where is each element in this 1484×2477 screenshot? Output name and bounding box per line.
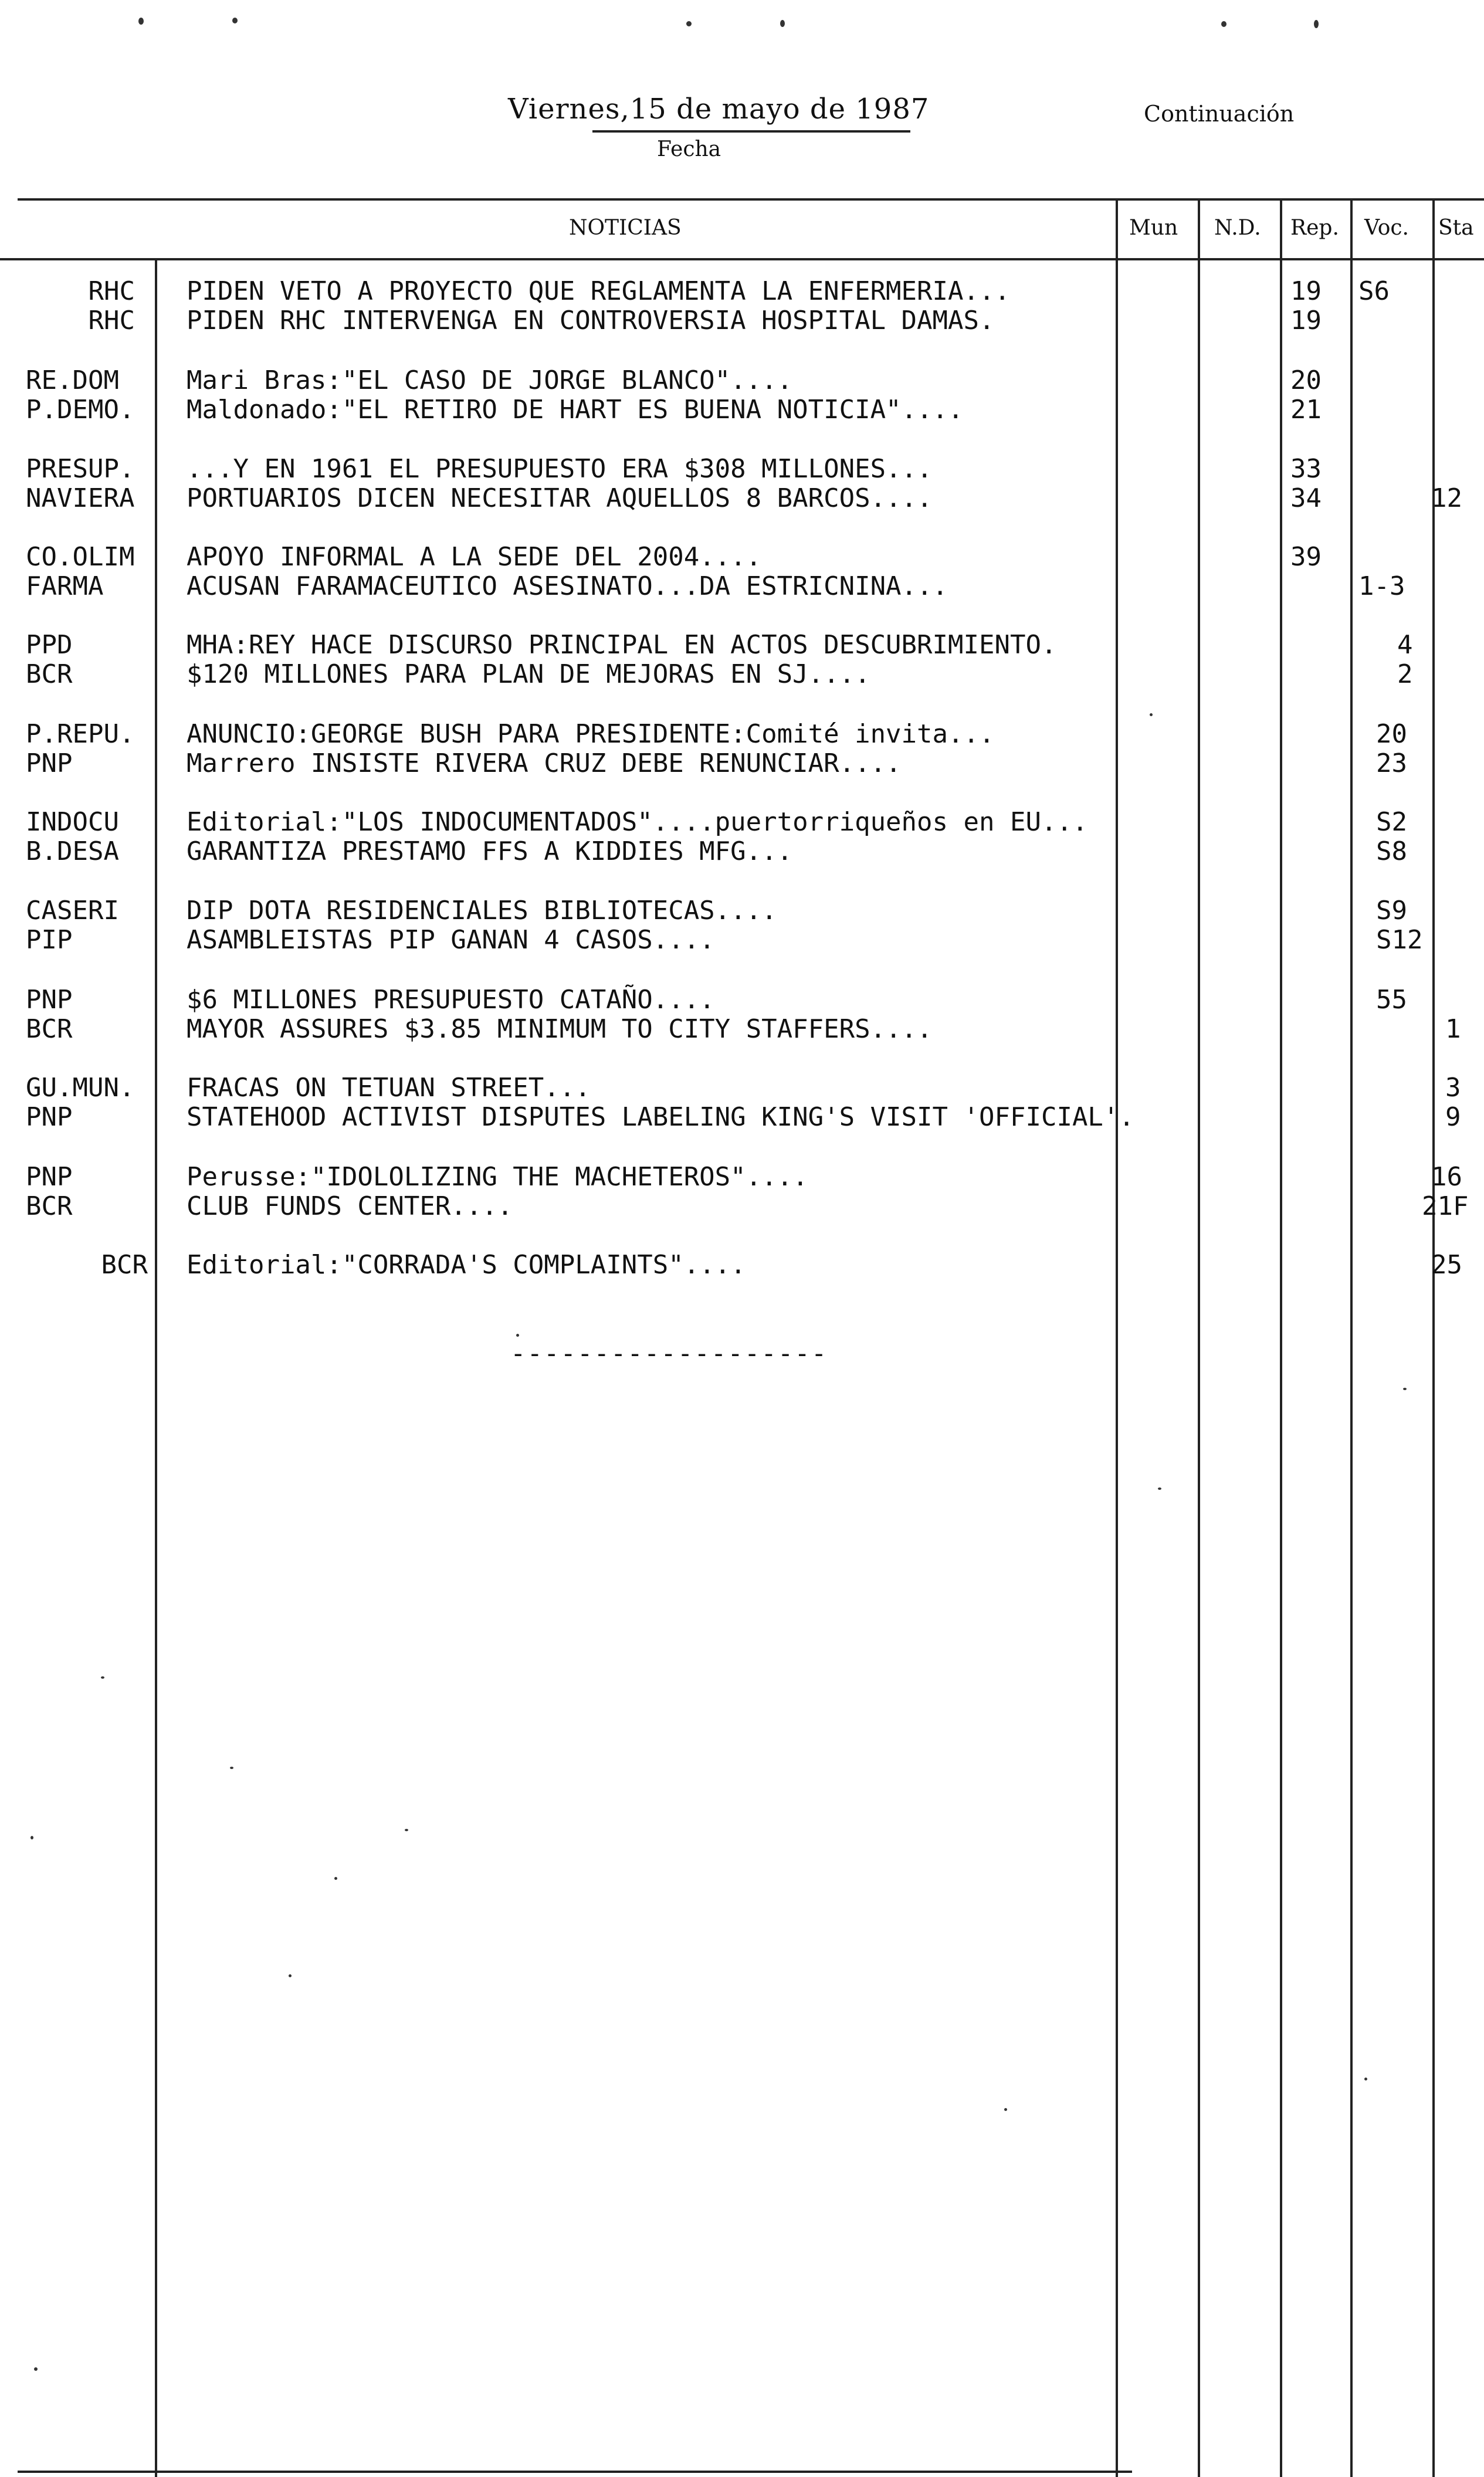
row-source: CO.OLIM — [26, 542, 135, 572]
row-source: PNP — [26, 1102, 73, 1132]
row-headline: Maldonado:"EL RETIRO DE HART ES BUENA NOTICIA".... — [187, 395, 964, 425]
row-star: 16 — [1431, 1162, 1462, 1192]
row-voc: S8 — [1376, 836, 1407, 866]
row-star: 9 — [1445, 1102, 1461, 1132]
row-voc: S2 — [1376, 807, 1407, 837]
scan-speck — [138, 18, 144, 25]
row-source: PNP — [26, 748, 73, 778]
scan-speck — [780, 20, 785, 27]
scan-speck — [232, 18, 238, 23]
row-source: INDOCU — [26, 807, 119, 837]
row-source: BCR — [101, 1250, 148, 1280]
scan-speck — [686, 21, 692, 26]
nd-column-divider — [1280, 198, 1282, 2477]
row-headline: ASAMBLEISTAS PIP GANAN 4 CASOS.... — [187, 925, 715, 955]
row-headline: DIP DOTA RESIDENCIALES BIBLIOTECAS.... — [187, 896, 777, 926]
row-source: FARMA — [26, 571, 104, 601]
scan-speck — [31, 1836, 33, 1839]
row-headline: Editorial:"LOS INDOCUMENTADOS"....puertorriqueños en EU... — [187, 807, 1088, 837]
document-date: Viernes,15 de mayo de 1987 — [508, 93, 930, 126]
scan-speck — [1004, 2108, 1007, 2111]
scan-speck — [516, 1334, 519, 1337]
row-source: RHC — [88, 276, 135, 306]
source-column-divider — [155, 258, 157, 2477]
row-rep: 34 — [1290, 483, 1322, 513]
mun-column-divider — [1198, 198, 1200, 2477]
date-label: Fecha — [657, 137, 721, 161]
scan-speck — [101, 1676, 104, 1679]
row-voc: 1-3 — [1358, 571, 1405, 601]
row-headline: Perusse:"IDOLOLIZING THE MACHETEROS".... — [187, 1162, 808, 1192]
row-source: RE.DOM — [26, 365, 119, 395]
scan-speck — [230, 1767, 233, 1769]
row-headline: GARANTIZA PRESTAMO FFS A KIDDIES MFG... — [187, 836, 793, 866]
row-source: P.REPU. — [26, 719, 135, 749]
row-headline: ...Y EN 1961 EL PRESUPUESTO ERA $308 MILLONES... — [187, 454, 933, 484]
row-voc: 20 — [1376, 719, 1407, 749]
row-voc: 23 — [1376, 748, 1407, 778]
table-header-rule — [0, 258, 1484, 260]
row-source: BCR — [26, 1014, 73, 1044]
row-source: NAVIERA — [26, 483, 135, 513]
row-star: 12 — [1431, 483, 1462, 513]
rep-column-divider — [1350, 198, 1353, 2477]
row-headline: ANUNCIO:GEORGE BUSH PARA PRESIDENTE:Comité invita... — [187, 719, 995, 749]
col-header-nd: N.D. — [1214, 216, 1261, 240]
row-headline: CLUB FUNDS CENTER.... — [187, 1191, 513, 1221]
date-underline — [592, 130, 910, 133]
row-headline: APOYO INFORMAL A LA SEDE DEL 2004.... — [187, 542, 762, 572]
row-voc: S12 — [1376, 925, 1423, 955]
row-source: BCR — [26, 659, 73, 689]
voc-column-divider — [1432, 198, 1435, 2477]
scan-speck — [1221, 21, 1226, 27]
row-headline: PIDEN RHC INTERVENGA EN CONTROVERSIA HOSPITAL DAMAS. — [187, 306, 995, 336]
row-rep: 33 — [1290, 454, 1322, 484]
row-source: PNP — [26, 1162, 73, 1192]
row-headline: STATEHOOD ACTIVIST DISPUTES LABELING KING'S VISIT 'OFFICIAL'. — [187, 1102, 1134, 1132]
row-voc: 2 — [1397, 659, 1413, 689]
row-voc: 4 — [1397, 630, 1413, 660]
row-headline: Marrero INSISTE RIVERA CRUZ DEBE RENUNCIAR.... — [187, 748, 902, 778]
col-header-voc: Voc. — [1364, 216, 1409, 240]
row-star: 3 — [1445, 1073, 1461, 1103]
continuation-label: Continuación — [1144, 101, 1295, 127]
table-bottom-rule — [18, 2471, 1132, 2473]
row-voc: S9 — [1376, 896, 1407, 926]
noticias-column-divider — [1116, 198, 1118, 2477]
row-star: 21F — [1422, 1191, 1469, 1221]
row-headline: Editorial:"CORRADA'S COMPLAINTS".... — [187, 1250, 746, 1280]
row-star: 25 — [1431, 1250, 1462, 1280]
col-header-star: Sta — [1438, 216, 1474, 240]
row-source: PNP — [26, 985, 73, 1015]
row-headline: ACUSAN FARAMACEUTICO ASESINATO...DA ESTRICNINA... — [187, 571, 948, 601]
scan-speck — [1158, 1487, 1161, 1490]
scan-speck — [1364, 2078, 1367, 2080]
scan-speck — [289, 1974, 292, 1977]
scan-speck — [34, 2367, 38, 2371]
row-source: BCR — [26, 1191, 73, 1221]
row-star: 1 — [1445, 1014, 1461, 1044]
row-rep: 21 — [1290, 395, 1322, 425]
row-source: GU.MUN. — [26, 1073, 135, 1103]
row-rep: 19 — [1290, 306, 1322, 336]
row-source: PPD — [26, 630, 73, 660]
scan-speck — [405, 1829, 408, 1831]
row-headline: $120 MILLONES PARA PLAN DE MEJORAS EN SJ.... — [187, 659, 870, 689]
row-voc: 55 — [1376, 985, 1407, 1015]
scan-speck — [334, 1877, 337, 1880]
scan-speck — [1150, 713, 1153, 716]
scan-speck — [1314, 20, 1319, 28]
row-source: PIP — [26, 925, 73, 955]
row-headline: FRACAS ON TETUAN STREET... — [187, 1073, 591, 1103]
row-source: CASERI — [26, 896, 119, 926]
col-header-mun: Mun — [1129, 216, 1178, 240]
row-headline: $6 MILLONES PRESUPUESTO CATAÑO.... — [187, 985, 715, 1015]
end-of-list-marker: ------------------- — [510, 1339, 828, 1368]
table-top-rule — [18, 198, 1484, 201]
row-source: B.DESA — [26, 836, 119, 866]
row-source: RHC — [88, 306, 135, 336]
row-rep: 20 — [1290, 365, 1322, 395]
row-headline: PIDEN VETO A PROYECTO QUE REGLAMENTA LA ENFERMERIA... — [187, 276, 1010, 306]
scan-speck — [1403, 1388, 1407, 1390]
row-headline: MAYOR ASSURES $3.85 MINIMUM TO CITY STAFFERS.... — [187, 1014, 933, 1044]
row-voc: S6 — [1358, 276, 1390, 306]
row-source: P.DEMO. — [26, 395, 135, 425]
row-headline: Mari Bras:"EL CASO DE JORGE BLANCO".... — [187, 365, 793, 395]
col-header-noticias: NOTICIAS — [569, 216, 682, 240]
col-header-rep: Rep. — [1290, 216, 1339, 240]
row-rep: 19 — [1290, 276, 1322, 306]
row-headline: PORTUARIOS DICEN NECESITAR AQUELLOS 8 BARCOS.... — [187, 483, 933, 513]
row-headline: MHA:REY HACE DISCURSO PRINCIPAL EN ACTOS DESCUBRIMIENTO. — [187, 630, 1057, 660]
row-source: PRESUP. — [26, 454, 135, 484]
row-rep: 39 — [1290, 542, 1322, 572]
